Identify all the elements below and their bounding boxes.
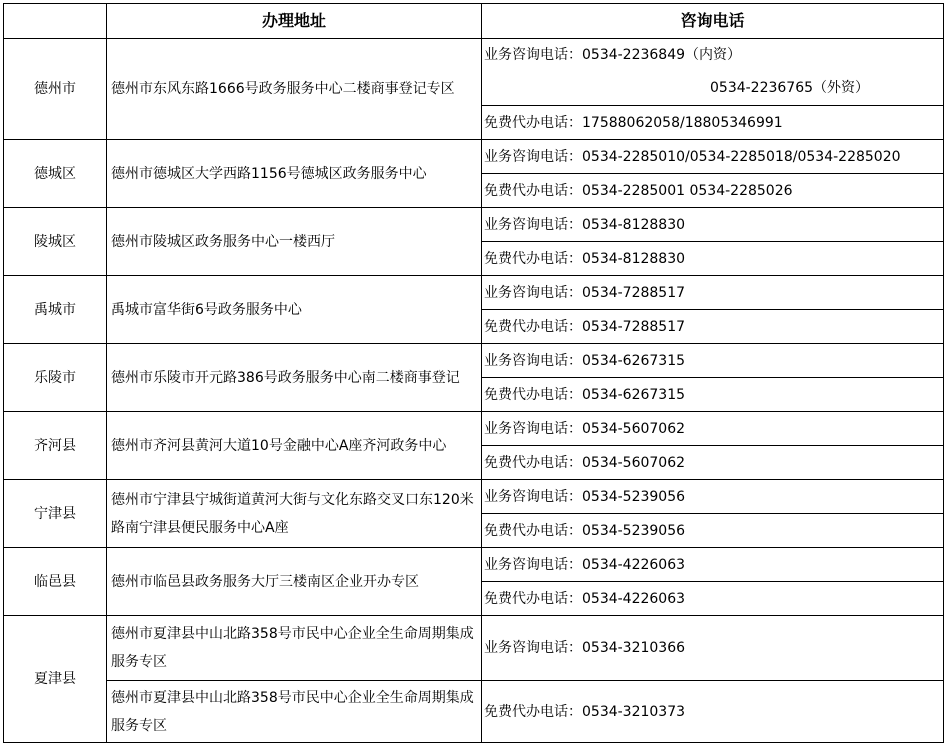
table-row [4,344,944,378]
free-phone-cell: 免费代办电话：0534-7288517 [482,310,944,344]
free-phone-cell: 免费代办电话：0534-8128830 [482,242,944,276]
office-contact-table [3,3,944,743]
table-row [4,480,944,514]
address-cell: 德州市乐陵市开元路386号政务服务中心南二楼商事登记 [107,344,482,412]
address-cell: 德州市陵城区政务服务中心一楼西厅 [107,208,482,276]
table-row [4,208,944,242]
region-cell: 德州市 [4,39,107,140]
consult-phone-cell [482,39,944,106]
table-row [4,616,944,681]
address-cell: 德州市宁津县宁城街道黄河大街与文化东路交叉口东120米路南宁津县便民服务中心A座 [107,480,482,548]
region-cell: 禹城市 [4,276,107,344]
address-cell: 禹城市富华街6号政务服务中心 [107,276,482,344]
consult-phone-cell: 业务咨询电话：0534-7288517 [482,276,944,310]
header-phone: 咨询电话 [482,4,944,39]
consult-phone-cell: 业务咨询电话：0534-5239056 [482,480,944,514]
table-row [4,548,944,582]
table-row [4,412,944,446]
region-cell: 宁津县 [4,480,107,548]
region-cell: 乐陵市 [4,344,107,412]
address-cell: 德州市临邑县政务服务大厅三楼南区企业开办专区 [107,548,482,616]
free-phone-cell: 免费代办电话：17588062058/18805346991 [482,106,944,140]
consult-phone: 业务咨询电话：0534-2236849（内资） [484,47,742,63]
address-cell: 德州市东风东路1666号政务服务中心二楼商事登记专区 [107,39,482,140]
free-phone-cell: 免费代办电话：0534-2285001 0534-2285026 [482,174,944,208]
consult-phone-cell: 业务咨询电话：0534-6267315 [482,344,944,378]
header-region [4,4,107,39]
table-header-row [4,4,944,39]
region-cell: 夏津县 [4,616,107,743]
address-cell: 德州市齐河县黄河大道10号金融中心A座齐河政务中心 [107,412,482,480]
consult-phone-cell: 业务咨询电话：0534-5607062 [482,412,944,446]
address-cell: 德州市德城区大学西路1156号德城区政务服务中心 [107,140,482,208]
region-cell: 齐河县 [4,412,107,480]
region-cell: 德城区 [4,140,107,208]
free-phone-cell: 免费代办电话：0534-5239056 [482,514,944,548]
free-phone-cell: 免费代办电话：0534-4226063 [482,582,944,616]
region-cell: 陵城区 [4,208,107,276]
consult-phone-cell: 业务咨询电话：0534-2285010/0534-2285018/0534-2285020 [482,140,944,174]
consult-phone-cell: 业务咨询电话：0534-3210366 [482,616,944,681]
free-phone-cell: 免费代办电话：0534-6267315 [482,378,944,412]
table-row [4,140,944,174]
table-row [4,39,944,106]
consult-phone-cell: 业务咨询电话：0534-8128830 [482,208,944,242]
table-row [4,276,944,310]
region-cell: 临邑县 [4,548,107,616]
address-cell: 德州市夏津县中山北路358号市民中心企业全生命周期集成服务专区 [107,681,482,743]
free-phone-cell: 免费代办电话：0534-5607062 [482,446,944,480]
consult-phone-foreign: 0534-2236765（外资） [710,80,870,96]
consult-phone-cell: 业务咨询电话：0534-4226063 [482,548,944,582]
table-row [4,681,944,743]
header-address: 办理地址 [107,4,482,39]
free-phone-cell: 免费代办电话：0534-3210373 [482,681,944,743]
address-cell: 德州市夏津县中山北路358号市民中心企业全生命周期集成服务专区 [107,616,482,681]
